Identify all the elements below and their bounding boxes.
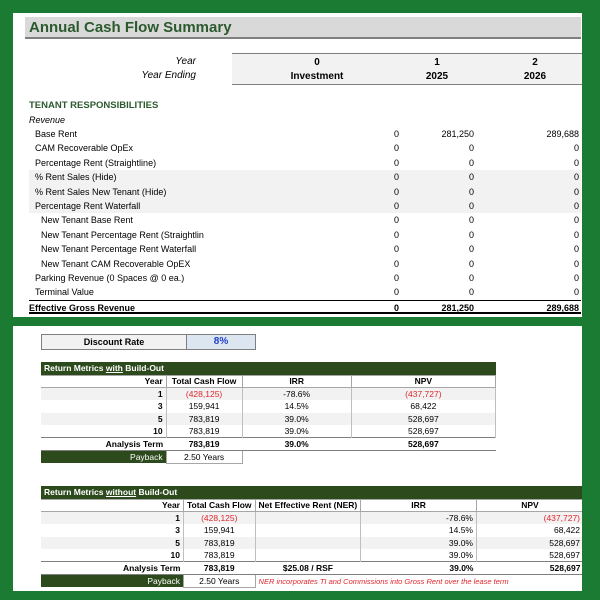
ner-note: NER incorporates TI and Commissions into Gross Rent over the lease term [258, 576, 509, 586]
cash-flow-summary-panel [13, 13, 582, 317]
col-header-year: Year [41, 499, 184, 512]
row-value-year-0: 0 [393, 258, 399, 269]
irr-cell: 14.5% [242, 400, 351, 413]
revenue-row [29, 285, 581, 299]
revenue-row [29, 271, 581, 285]
row-value-year-0: 0 [393, 229, 399, 240]
row-label: Parking Revenue (0 Spaces @ 0 ea.) [35, 273, 185, 283]
year-cell: 3 [41, 524, 184, 537]
table-row [41, 425, 496, 438]
metrics-with-buildout-table [41, 362, 496, 464]
row-value-year-2: 0 [573, 287, 579, 298]
row-value-year-2: 0 [573, 172, 579, 183]
row-value-year-1: 281,250 [441, 302, 474, 313]
row-value-year-0: 0 [393, 172, 399, 183]
payback-value: 2.50 Years [166, 451, 242, 464]
analysis-tcf: 783,819 [184, 562, 256, 575]
col-2-year: 2 [532, 57, 538, 68]
col-header-year: Year [41, 375, 166, 388]
revenue-row [29, 185, 581, 199]
revenue-row [29, 228, 581, 242]
row-value-year-1: 0 [468, 157, 474, 168]
row-label: % Rent Sales New Tenant (Hide) [35, 186, 167, 197]
year-cell: 10 [41, 425, 166, 438]
row-value-year-0: 0 [393, 287, 399, 298]
revenue-row [29, 199, 581, 213]
section-title: TENANT RESPONSIBILITIES [29, 100, 159, 111]
ner-cell [255, 549, 361, 562]
row-label: New Tenant CAM Recoverable OpEX [41, 258, 191, 269]
table-row [41, 400, 496, 413]
row-value-year-0: 0 [393, 143, 399, 154]
row-value-year-2: 0 [573, 215, 579, 226]
table-row [41, 549, 582, 562]
col-header-npv: NPV [351, 375, 495, 388]
analysis-npv: 528,697 [476, 562, 582, 575]
row-value-year-1: 0 [468, 143, 474, 154]
year-cell: 3 [41, 400, 166, 413]
year-cell: 1 [41, 388, 166, 401]
col-header-irr: IRR [361, 499, 477, 512]
total-cash-flow-cell: 159,941 [166, 400, 242, 413]
row-value-year-1: 281,250 [441, 129, 474, 139]
total-cash-flow-cell: 159,941 [184, 524, 256, 537]
row-value-year-2: 0 [573, 143, 579, 154]
col-header-ner: Net Effective Rent (NER) [255, 499, 361, 512]
row-label: New Tenant Percentage Rent Waterfall [41, 244, 197, 255]
metrics-without-buildout-table [41, 486, 582, 588]
irr-cell: 39.0% [361, 537, 477, 550]
revenue-row [29, 213, 581, 227]
table-row [41, 537, 582, 550]
row-value-year-2: 289,688 [546, 129, 579, 139]
row-value-year-0: 0 [393, 273, 399, 283]
page-title: Annual Cash Flow Summary [29, 19, 232, 36]
row-value-year-1: 0 [468, 287, 474, 298]
table-row [41, 388, 496, 401]
row-value-year-0: 0 [393, 129, 399, 139]
irr-cell: 39.0% [242, 413, 351, 426]
year-label: Year [175, 56, 196, 67]
section-subtitle: Revenue [29, 115, 66, 125]
col-0-year: 0 [314, 57, 320, 68]
row-value-year-2: 0 [573, 201, 579, 211]
irr-cell: 39.0% [242, 425, 351, 438]
total-cash-flow-cell: 783,819 [166, 413, 242, 426]
row-label: CAM Recoverable OpEx [35, 143, 134, 154]
row-value-year-0: 0 [393, 186, 399, 197]
total-cash-flow-cell: (428,125) [184, 512, 256, 525]
row-label: Effective Gross Revenue [29, 302, 136, 313]
total-cash-flow-cell: 783,819 [166, 425, 242, 438]
npv-cell: (437,727) [351, 388, 495, 401]
table-row [41, 413, 496, 426]
analysis-term-label: Analysis Term [41, 438, 166, 451]
row-value-year-1: 0 [468, 273, 474, 283]
row-value-year-1: 0 [468, 229, 474, 240]
payback-label: Payback [41, 451, 166, 464]
year-cell: 1 [41, 512, 184, 525]
analysis-irr: 39.0% [242, 438, 351, 451]
total-cash-flow-cell: (428,125) [166, 388, 242, 401]
return-metrics-panel [13, 326, 582, 591]
col-header-total-cash-flow: Total Cash Flow [184, 499, 256, 512]
discount-rate-input[interactable]: 8% [186, 334, 256, 350]
row-label: Percentage Rent Waterfall [35, 201, 141, 211]
payback-label: Payback [41, 575, 184, 588]
row-label: Percentage Rent (Straightline) [35, 157, 157, 168]
analysis-tcf: 783,819 [166, 438, 242, 451]
row-value-year-1: 0 [468, 201, 474, 211]
row-value-year-2: 289,688 [546, 302, 579, 313]
year-cell: 10 [41, 549, 184, 562]
col-0-ending: Investment [290, 71, 344, 82]
row-value-year-2: 0 [573, 244, 579, 255]
revenue-row [29, 257, 581, 271]
npv-cell: 528,697 [351, 425, 495, 438]
row-value-year-1: 0 [468, 244, 474, 255]
row-value-year-1: 0 [468, 186, 474, 197]
row-value-year-2: 0 [573, 157, 579, 168]
analysis-term-label: Analysis Term [41, 562, 184, 575]
col-header-npv: NPV [476, 499, 582, 512]
year-cell: 5 [41, 413, 166, 426]
col-1-year: 1 [434, 57, 440, 68]
row-label: Base Rent [35, 129, 78, 139]
npv-cell: 68,422 [476, 524, 582, 537]
total-cash-flow-cell: 783,819 [184, 537, 256, 550]
revenue-row [29, 170, 581, 184]
effective-gross-revenue-row [29, 300, 581, 314]
row-value-year-1: 0 [468, 172, 474, 183]
row-value-year-0: 0 [393, 244, 399, 255]
table-title: Return Metrics with Build-Out [41, 362, 496, 375]
ner-cell [255, 537, 361, 550]
table-row [41, 524, 582, 537]
npv-cell: (437,727) [476, 512, 582, 525]
irr-cell: -78.6% [361, 512, 477, 525]
col-header-irr: IRR [242, 375, 351, 388]
ner-cell [255, 512, 361, 525]
analysis-npv: 528,697 [351, 438, 495, 451]
analysis-irr: 39.0% [361, 562, 477, 575]
row-value-year-0: 0 [393, 201, 399, 211]
npv-cell: 528,697 [351, 413, 495, 426]
row-value-year-2: 0 [573, 229, 579, 240]
col-1-ending: 2025 [425, 71, 449, 82]
row-value-year-2: 0 [573, 186, 579, 197]
row-value-year-0: 0 [393, 215, 399, 226]
year-cell: 5 [41, 537, 184, 550]
title-bar [25, 17, 581, 39]
analysis-ner: $25.08 / RSF [255, 562, 361, 575]
row-value-year-2: 0 [573, 258, 579, 269]
ner-cell [255, 524, 361, 537]
npv-cell: 68,422 [351, 400, 495, 413]
row-value-year-1: 0 [468, 258, 474, 269]
row-label: % Rent Sales (Hide) [35, 172, 117, 183]
irr-cell: -78.6% [242, 388, 351, 401]
column-header-band [232, 53, 582, 85]
revenue-row [29, 156, 581, 170]
year-ending-label: Year Ending [141, 70, 196, 81]
npv-cell: 528,697 [476, 537, 582, 550]
row-label: Terminal Value [35, 287, 94, 298]
table-title: Return Metrics without Build-Out [41, 486, 582, 499]
col-header-total-cash-flow: Total Cash Flow [166, 375, 242, 388]
payback-value: 2.50 Years [184, 575, 256, 588]
npv-cell: 528,697 [476, 549, 582, 562]
col-2-ending: 2026 [523, 71, 547, 82]
total-cash-flow-cell: 783,819 [184, 549, 256, 562]
irr-cell: 14.5% [361, 524, 477, 537]
row-value-year-0: 0 [393, 302, 399, 313]
row-value-year-0: 0 [393, 157, 399, 168]
row-value-year-1: 0 [468, 215, 474, 226]
table-row [41, 512, 582, 525]
irr-cell: 39.0% [361, 549, 477, 562]
revenue-row [29, 141, 581, 155]
revenue-row [29, 127, 581, 141]
row-label: New Tenant Base Rent [41, 215, 133, 226]
discount-rate-label: Discount Rate [41, 334, 187, 350]
row-value-year-2: 0 [573, 273, 579, 283]
revenue-row [29, 242, 581, 256]
row-label: New Tenant Percentage Rent (Straightlin [41, 229, 204, 240]
